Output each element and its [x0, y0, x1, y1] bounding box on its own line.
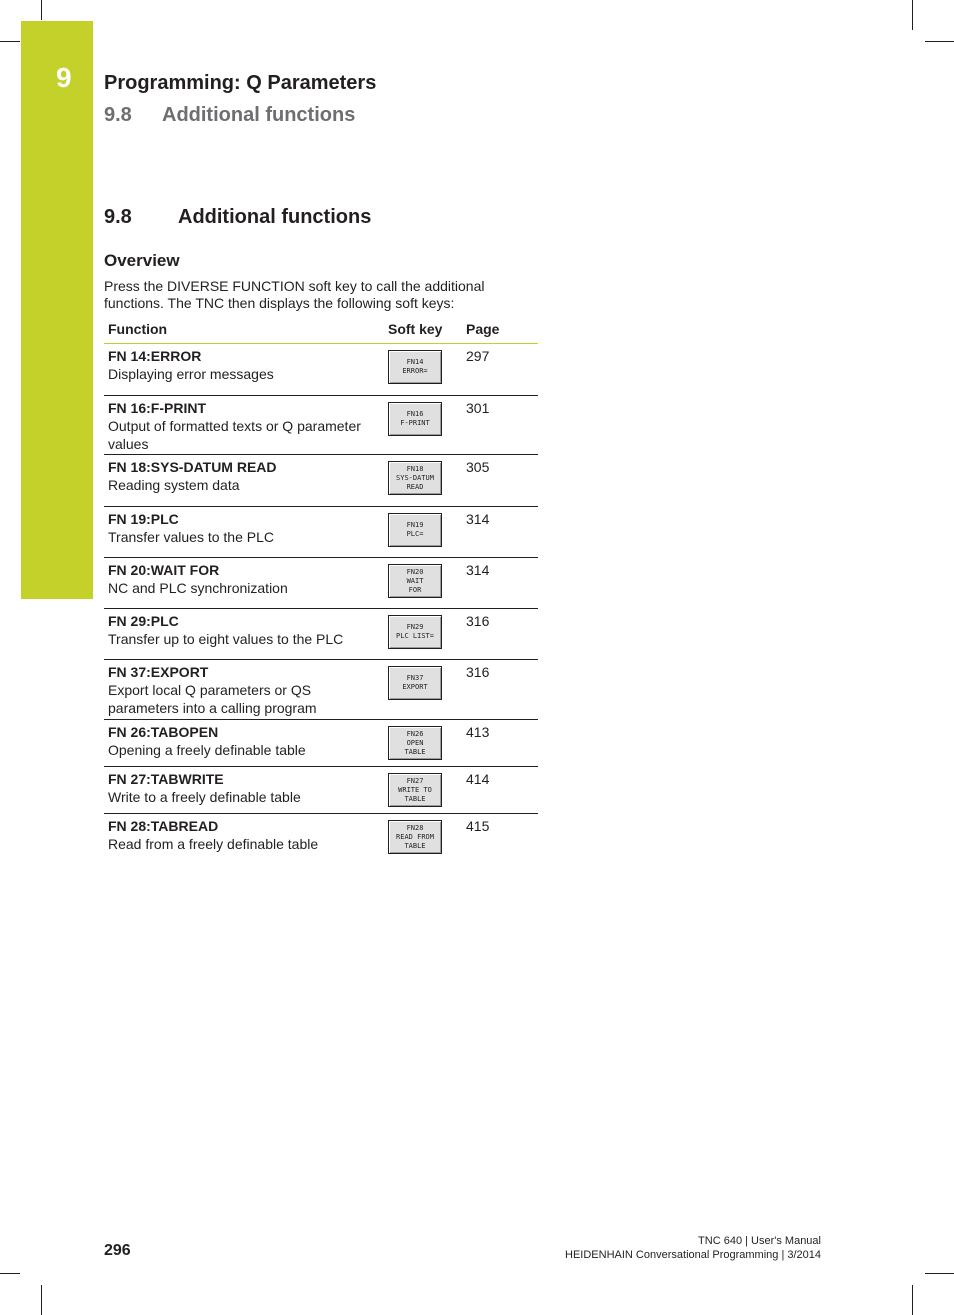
page-cell: 297 [462, 344, 538, 396]
page-cell: 305 [462, 455, 538, 507]
softkey-cell [384, 814, 462, 858]
page-cell: 415 [466, 818, 490, 834]
section-number: 9.8 [104, 206, 132, 228]
softkey-fn26-open-table[interactable]: FN26 OPEN TABLE [388, 726, 442, 760]
running-header-section-number: 9.8 [104, 104, 132, 126]
page-cell: 301 [462, 396, 538, 455]
softkey-fn19-plc[interactable]: FN19 PLC= [388, 513, 442, 547]
softkey-cell [384, 558, 462, 609]
crop-mark [0, 41, 20, 42]
running-header-section [104, 104, 355, 127]
softkey-cell [384, 396, 462, 455]
function-cell [104, 558, 384, 609]
footer [565, 1234, 821, 1262]
table-row [104, 344, 538, 396]
softkey-fn14-error[interactable]: FN14 ERROR= [388, 350, 442, 384]
function-cell [104, 609, 384, 660]
table-row [104, 507, 538, 558]
running-header-section-title: Additional functions [162, 104, 356, 126]
crop-mark [0, 1273, 20, 1274]
crop-mark [912, 0, 913, 30]
section-heading [104, 206, 371, 229]
function-description: Read from a freely definable table [108, 836, 319, 852]
softkey-fn27-write-to-table[interactable]: FN27 WRITE TO TABLE [388, 773, 442, 807]
footer-manual-title: TNC 640 | User's Manual [698, 1235, 821, 1247]
page-cell: 314 [462, 507, 538, 558]
page-cell: 314 [462, 558, 538, 609]
table-row [104, 720, 538, 767]
function-cell [104, 455, 384, 507]
function-description: Output of formatted texts or Q parameter values [108, 418, 361, 452]
function-description: Transfer up to eight values to the PLC [108, 631, 344, 647]
table-row [104, 396, 538, 455]
running-header-title: Programming: Q Parameters [104, 72, 377, 94]
function-name: FN 19:PLC [108, 511, 179, 527]
function-cell [104, 814, 384, 858]
function-description: Export local Q parameters or QS parameters into a calling program [108, 682, 317, 716]
softkey-cell [384, 344, 462, 396]
softkey-fn18-sys-datum-read[interactable]: FN18 SYS-DATUM READ [388, 461, 442, 495]
function-name: FN 26:TABOPEN [108, 724, 219, 740]
section-title: Additional functions [178, 206, 372, 228]
page-cell: 316 [462, 609, 538, 660]
crop-mark [925, 41, 954, 42]
page-number: 296 [104, 1242, 131, 1259]
function-table [104, 318, 538, 858]
subheading-overview: Overview [104, 251, 180, 270]
chapter-number: 9 [56, 62, 72, 93]
table-header-row [104, 318, 538, 344]
intro-paragraph: Press the DIVERSE FUNCTION soft key to call the additional functions. The TNC then displays the following soft keys: [104, 278, 485, 311]
softkey-fn20-wait-for[interactable]: FN20 WAIT FOR [388, 564, 442, 598]
table-row [104, 767, 538, 814]
softkey-cell [384, 720, 462, 767]
softkey-fn37-export[interactable]: FN37 EXPORT [388, 666, 442, 700]
column-header-function: Function [104, 318, 384, 344]
table-row [104, 455, 538, 507]
function-cell [104, 396, 384, 455]
function-description: NC and PLC synchronization [108, 580, 288, 596]
chapter-tab [21, 21, 93, 599]
softkey-cell [384, 455, 462, 507]
function-description: Reading system data [108, 477, 240, 493]
crop-mark [41, 1285, 42, 1315]
softkey-fn29-plc-list[interactable]: FN29 PLC LIST= [388, 615, 442, 649]
function-cell [104, 344, 384, 396]
table-row [104, 660, 538, 720]
footer-edition: HEIDENHAIN Conversational Programming | 3/2014 [565, 1249, 821, 1261]
softkey-fn28-read-from-table[interactable]: FN28 READ FROM TABLE [388, 820, 442, 854]
function-name: FN 20:WAIT FOR [108, 562, 220, 578]
function-cell [104, 767, 384, 814]
function-description: Displaying error messages [108, 366, 274, 382]
page-cell: 414 [462, 767, 538, 814]
softkey-fn16-f-print[interactable]: FN16 F-PRINT [388, 402, 442, 436]
function-description: Transfer values to the PLC [108, 529, 275, 545]
softkey-cell [384, 507, 462, 558]
column-header-page: Page [462, 318, 538, 344]
function-name: FN 37:EXPORT [108, 664, 209, 680]
softkey-cell [384, 660, 462, 720]
crop-mark [925, 1273, 954, 1274]
function-cell [104, 507, 384, 558]
function-name: FN 29:PLC [108, 613, 179, 629]
page-cell: 413 [462, 720, 538, 767]
table-row [104, 558, 538, 609]
softkey-cell [384, 767, 462, 814]
function-cell [104, 660, 384, 720]
function-description: Opening a freely definable table [108, 742, 306, 758]
page-cell: 316 [462, 660, 538, 720]
function-name: FN 28:TABREAD [108, 818, 219, 834]
crop-mark [41, 0, 42, 20]
function-name: FN 14:ERROR [108, 348, 202, 364]
table-row [104, 814, 538, 858]
function-description: Write to a freely definable table [108, 789, 301, 805]
function-name: FN 27:TABWRITE [108, 771, 224, 787]
column-header-softkey: Soft key [384, 318, 462, 344]
crop-mark [912, 1285, 913, 1315]
function-name: FN 16:F-PRINT [108, 400, 206, 416]
function-name: FN 18:SYS-DATUM READ [108, 459, 277, 475]
table-row [104, 609, 538, 660]
function-cell [104, 720, 384, 767]
softkey-cell [384, 609, 462, 660]
